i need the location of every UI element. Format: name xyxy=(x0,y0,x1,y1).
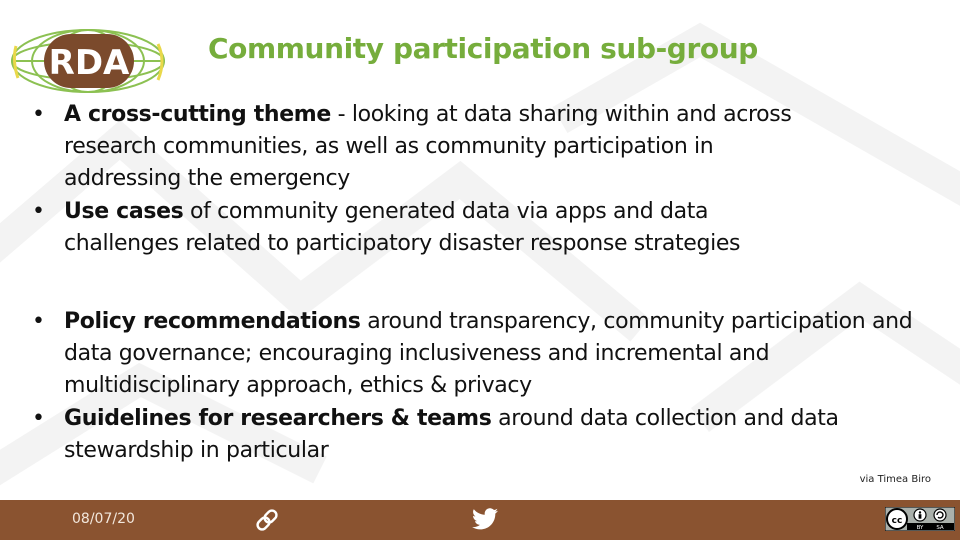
creative-commons-by-sa-icon[interactable] xyxy=(885,507,955,531)
bullet-keyword: A cross-cutting theme xyxy=(64,102,331,127)
cc-sa-label: SA xyxy=(936,525,944,531)
bullet-text: around transparency, community participation and data governance; encouraging inclusiveness and incremental and multidisciplinary approach, ethics & privacy xyxy=(64,309,913,399)
bullet-marker: • xyxy=(32,406,45,431)
bullet-item xyxy=(32,403,934,467)
bullet-keyword: Guidelines for researchers & teams xyxy=(64,406,492,431)
bullet-item xyxy=(32,196,824,260)
link-icon[interactable] xyxy=(255,508,279,532)
bullet-keyword: Policy recommendations xyxy=(64,309,361,334)
bullet-marker: • xyxy=(32,199,45,224)
rda-logo xyxy=(8,26,168,96)
credit-text: via Timea Biro xyxy=(859,474,931,485)
bullet-marker: • xyxy=(32,102,45,127)
footer-date: 08/07/20 xyxy=(72,511,135,527)
twitter-icon[interactable] xyxy=(472,508,498,530)
bullet-marker: • xyxy=(32,309,45,334)
bullet-keyword: Use cases xyxy=(64,199,184,224)
slide-title: Community participation sub-group xyxy=(208,32,758,65)
bullet-item xyxy=(32,306,934,403)
bullet-item xyxy=(32,99,824,196)
logo-text: RDA xyxy=(48,43,130,83)
cc-label: cc xyxy=(891,516,903,526)
bullet-text: - looking at data sharing within and across research communities, as well as community participation in addressing the emergency xyxy=(64,102,792,192)
cc-by-label: BY xyxy=(916,525,924,531)
bullet-text: of community generated data via apps and data challenges related to participatory disaster response strategies xyxy=(64,199,741,257)
bullet-text: around data collection and data stewardship in particular xyxy=(64,406,839,464)
